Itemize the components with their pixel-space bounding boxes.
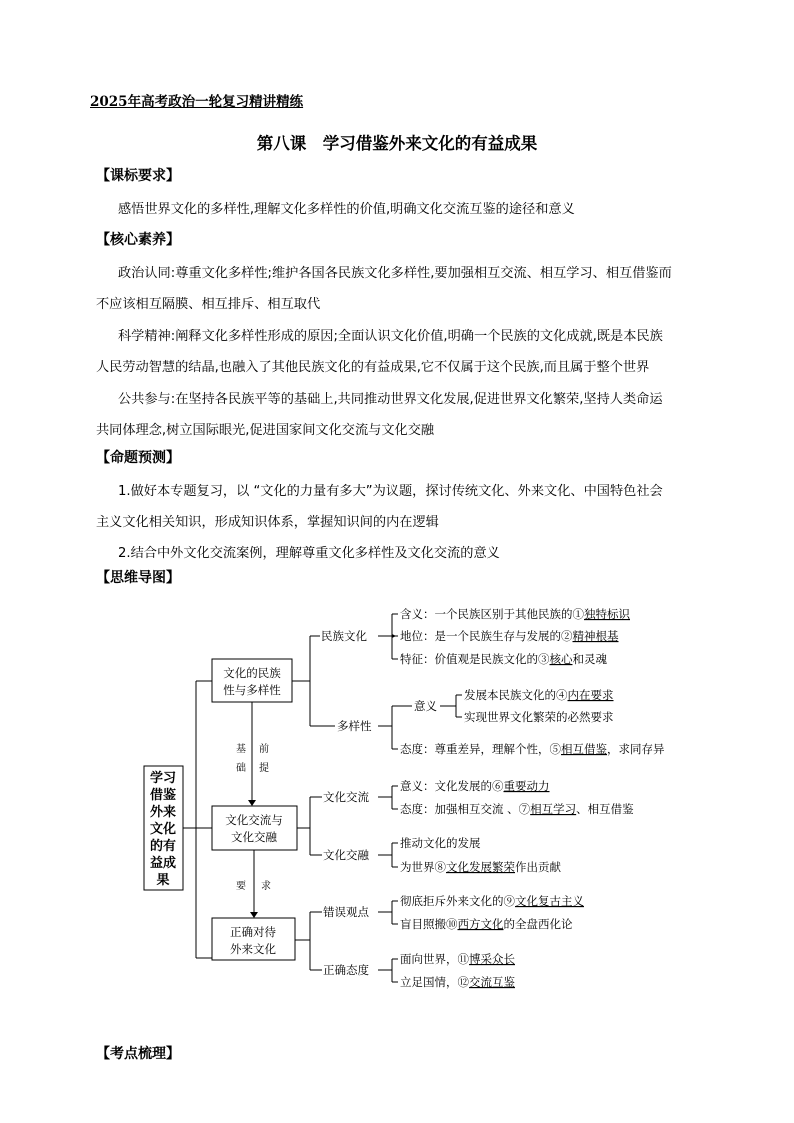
mind-branch-diversity: 多样性 bbox=[337, 719, 372, 733]
mind-leaf: 态度：尊重差异，理解个性，⑤相互借鉴，求同存异 bbox=[400, 742, 665, 756]
section-heading-curriculum: 【课标要求】 bbox=[96, 168, 180, 184]
link-label: 要 bbox=[236, 881, 246, 892]
mind-leaf: 地位：是一个民族生存与发展的②精神根基 bbox=[400, 629, 619, 643]
section-heading-literacy: 【核心素养】 bbox=[96, 232, 180, 248]
curriculum-text: 感悟世界文化的多样性,理解文化多样性的价值,明确文化交流互鉴的途径和意义 bbox=[118, 202, 575, 217]
mind-box-text: 外来文化 bbox=[230, 942, 276, 956]
mind-branch-cultural-blend: 文化交融 bbox=[323, 848, 369, 862]
link-label: 求 bbox=[261, 881, 271, 892]
mind-branch-national-culture: 民族文化 bbox=[321, 629, 367, 643]
mind-leaf: 彻底拒斥外来文化的⑨文化复古主义 bbox=[400, 894, 584, 908]
mind-leaf: 面向世界，⑪博采众长 bbox=[400, 952, 515, 966]
literacy-p2-line2: 人民劳动智慧的结晶,也融入了其他民族文化的有益成果,它不仅属于这个民族,而且属于整个世界 bbox=[96, 360, 650, 375]
mind-leaf: 立足国情，⑫交流互鉴 bbox=[400, 975, 515, 989]
mind-root-line: 果 bbox=[156, 873, 170, 888]
lesson-title: 第八课 学习借鉴外来文化的有益成果 bbox=[256, 134, 538, 153]
literacy-p2-line1: 科学精神:阐释文化多样性形成的原因;全面认识文化价值,明确一个民族的文化成就,既是本民族 bbox=[118, 329, 663, 344]
mind-leaf: 盲目照搬⑩西方文化的全盘西化论 bbox=[400, 917, 573, 931]
mind-root-line: 借鉴 bbox=[149, 788, 177, 803]
mind-leaf: 态度：加强相互交流 、⑦相互学习、相互借鉴 bbox=[400, 802, 634, 816]
prediction-p2: 2.结合中外文化交流案例，理解尊重文化多样性及文化交流的意义 bbox=[118, 546, 500, 561]
mind-root-line: 的有 bbox=[149, 839, 177, 854]
mind-leaf: 推动文化的发展 bbox=[400, 836, 481, 850]
link-label: 基 bbox=[236, 744, 246, 755]
literacy-p3-line2: 共同体理念,树立国际眼光,促进国家间文化交流与文化交融 bbox=[96, 423, 435, 438]
mind-branch-meaning: 意义 bbox=[414, 699, 437, 713]
literacy-p1-line2: 不应该相互隔膜、相互排斥、相互取代 bbox=[96, 297, 321, 312]
mind-branch-correct-attitude: 正确态度 bbox=[323, 963, 369, 977]
mind-root-line: 益成 bbox=[149, 856, 177, 871]
link-label: 提 bbox=[259, 763, 269, 774]
mind-root-line: 外来 bbox=[149, 805, 177, 820]
mind-leaf: 实现世界文化繁荣的必然要求 bbox=[464, 710, 614, 724]
mind-box-text: 文化的民族 bbox=[223, 666, 281, 680]
section-heading-points: 【考点梳理】 bbox=[96, 1046, 180, 1062]
mind-root-line: 学习 bbox=[149, 771, 177, 786]
mind-branch-cultural-exchange: 文化交流 bbox=[323, 790, 369, 804]
mind-box-text: 性与多样性 bbox=[223, 683, 281, 697]
prediction-p1-line2: 主义文化相关知识，形成知识体系，掌握知识间的内在逻辑 bbox=[96, 515, 439, 530]
mind-leaf: 发展本民族文化的④内在要求 bbox=[464, 688, 614, 702]
prediction-p1-line1: 1.做好本专题复习，以 “文化的力量有多大”为议题，探讨传统文化、外来文化、中国特色社会 bbox=[118, 484, 663, 499]
document-header: 2025年高考政治一轮复习精讲精练 bbox=[90, 94, 304, 110]
mind-box-text: 正确对待 bbox=[230, 925, 276, 939]
mind-box-text: 文化交流与 bbox=[225, 813, 283, 827]
mind-box-text: 文化交融 bbox=[231, 830, 277, 844]
link-label: 前 bbox=[259, 744, 269, 755]
link-label: 础 bbox=[236, 763, 246, 774]
section-heading-prediction: 【命题预测】 bbox=[96, 450, 180, 466]
mind-leaf: 特征：价值观是民族文化的③核心和灵魂 bbox=[400, 652, 607, 666]
literacy-p3-line1: 公共参与:在坚持各民族平等的基础上,共同推动世界文化发展,促进世界文化繁荣,坚持人类命运 bbox=[118, 392, 663, 407]
mind-leaf: 含义：一个民族区别于其他民族的①独特标识 bbox=[400, 607, 630, 621]
mind-leaf: 为世界⑧文化发展繁荣作出贡献 bbox=[400, 860, 561, 874]
mind-leaf: 意义：文化发展的⑥重要动力 bbox=[400, 779, 550, 793]
section-heading-mindmap: 【思维导图】 bbox=[96, 570, 180, 586]
mind-branch-wrong-views: 错误观点 bbox=[323, 905, 369, 919]
literacy-p1-line1: 政治认同:尊重文化多样性;维护各国各民族文化多样性,要加强相互交流、相互学习、相互借鉴而 bbox=[118, 266, 672, 281]
mind-root-line: 文化 bbox=[149, 822, 177, 837]
